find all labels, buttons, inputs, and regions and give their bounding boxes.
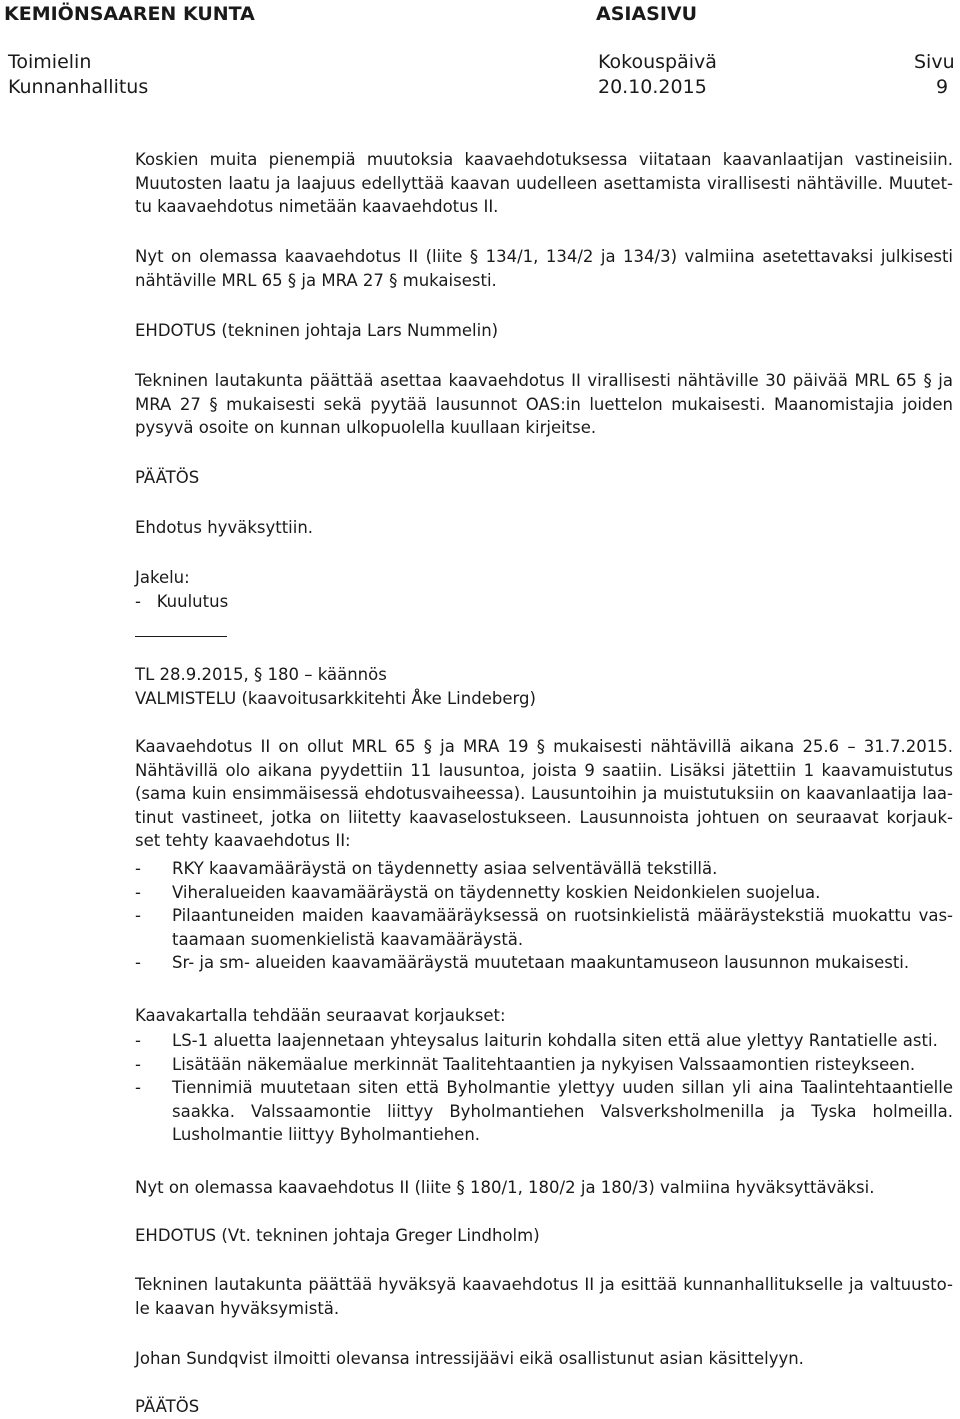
list-item: - Sr- ja sm- alueiden kaavamääräystä muutetaan maakuntamuseon lausunnon mukaisesti.	[135, 953, 910, 973]
list-item: - Viheralueiden kaavamääräystä on täydennetty koskien Neidonkielen suojelua.	[135, 882, 821, 902]
separator-rule	[135, 636, 227, 637]
list-item: - Lisätään näkemäalue merkinnät Taalitehtaantien ja nykyisen Valssaamontien risteykseen.	[135, 1054, 916, 1074]
paragraph-ready-for-approval: Nyt on olemassa kaavaehdotus II (liite § 180/1, 180/2 ja 180/3) valmiina hyväksyttäväksi.	[135, 1178, 875, 1197]
paragraph-technical-board-1: Tekninen lautakunta päättää asettaa kaavaehdotus II virallisesti nähtäville 30 päivää MRL 65 § ja MRA 27 § mukaisesti sekä pyytää lausunnot OAS:in luettelon mukaisesti. Maanomistajia joiden pysyvä osoite on kunnan ulkopuolella kuullaan kirjeitse.	[135, 371, 953, 438]
map-corrections-heading: Kaavakartalla tehdään seuraavat korjaukset:	[135, 1006, 506, 1025]
paragraph-technical-board-2: Tekninen lautakunta päättää hyväksyä kaavaehdotus II ja esittää kunnanhallitukselle ja valtuusto- le kaavan hyväksymistä.	[135, 1275, 953, 1318]
decision-text: Ehdotus hyväksyttiin.	[135, 518, 314, 537]
meeting-date-label: Kokouspäivä	[598, 51, 717, 73]
corrections-list-2	[135, 1029, 953, 1147]
proposal-heading-2: EHDOTUS (Vt. tekninen johtaja Greger Lindholm)	[135, 1226, 540, 1245]
corrections-list-1	[135, 857, 953, 975]
paragraph-disqualification: Johan Sundqvist ilmoitti olevansa intressijäävi eikä osallistunut asian käsittelyyn.	[135, 1349, 804, 1368]
document-body	[135, 0, 953, 1416]
list-item: - Pilaantuneiden maiden kaavamääräyksessä on ruotsinkielistä määräystekstiä muokattu vas- taamaan suomenkielistä kaavamääräystä.	[135, 906, 953, 949]
distribution: Jakelu: - Kuulutus	[135, 568, 229, 611]
page-label: Sivu	[914, 51, 955, 73]
document-type: ASIASIVU	[596, 3, 698, 25]
list-item: - LS-1 aluetta laajennetaan yhteysalus laiturin kohdalla siten että alue ylettyy Rantatielle asti.	[135, 1031, 938, 1050]
decision-heading-1: PÄÄTÖS	[135, 468, 200, 487]
decision-heading-2: PÄÄTÖS	[135, 1397, 200, 1416]
page-number: 9	[936, 76, 949, 98]
paragraph-exhibition: Kaavaehdotus II on ollut MRL 65 § ja MRA 19 § mukaisesti nähtävillä aikana 25.6 – 31.7.2015. Nähtävillä olo aikana pyydettiin 11 lausuntoa, joista 9 saatiin. Lisäksi jätettiin 1 kaavamuistutus (sama kuin ensimmäisessä ehdotusvaiheessa). Lausuntoihin ja muistutuksiin on kaavanlaatija laa- tinut vastineet, jotka on liitetty kaavaselostukseen. Lausunnoista johtuen on seuraavat korjauk- set tehty kaavaehdotus II:	[135, 737, 953, 851]
list-item: - RKY kaavamääräystä on täydennetty asiaa selventävällä tekstillä.	[135, 859, 718, 878]
meeting-reference: TL 28.9.2015, § 180 – käännös VALMISTELU (kaavoitusarkkitehti Åke Lindeberg)	[135, 665, 536, 708]
paragraph-proposal-ii: Nyt on olemassa kaavaehdotus II (liite § 134/1, 134/2 ja 134/3) valmiina asetettavaksi julkisesti nähtäville MRL 65 § ja MRA 27 § mukaisesti.	[135, 247, 953, 290]
organization-name: KEMIÖNSAAREN KUNTA	[4, 3, 255, 25]
list-item: - Tiennimiä muutetaan siten että Byholmantie ylettyy uuden sillan yli aina Taalintehtaantielle saakka. Valssaamontie liittyy Byholmantiehen Valsverksholmenilla ja Tyska holmeilla. Lusholmantie liittyy Byholmantiehen.	[135, 1078, 953, 1145]
organ-label: Toimielin	[8, 51, 92, 73]
paragraph-minor-changes: Koskien muita pienempiä muutoksia kaavaehdotuksessa viitataan kaavanlaatijan vastineisiin. Muutosten laatu ja laajuus edellyttää kaavan uudelleen asettamista virallisesti nähtäville. Muutet- tu kaavaehdotus nimetään kaavaehdotus II.	[135, 150, 953, 217]
meeting-date-value: 20.10.2015	[598, 76, 707, 98]
proposal-heading-1: EHDOTUS (tekninen johtaja Lars Nummelin)	[135, 321, 499, 340]
organ-value: Kunnanhallitus	[8, 76, 149, 98]
